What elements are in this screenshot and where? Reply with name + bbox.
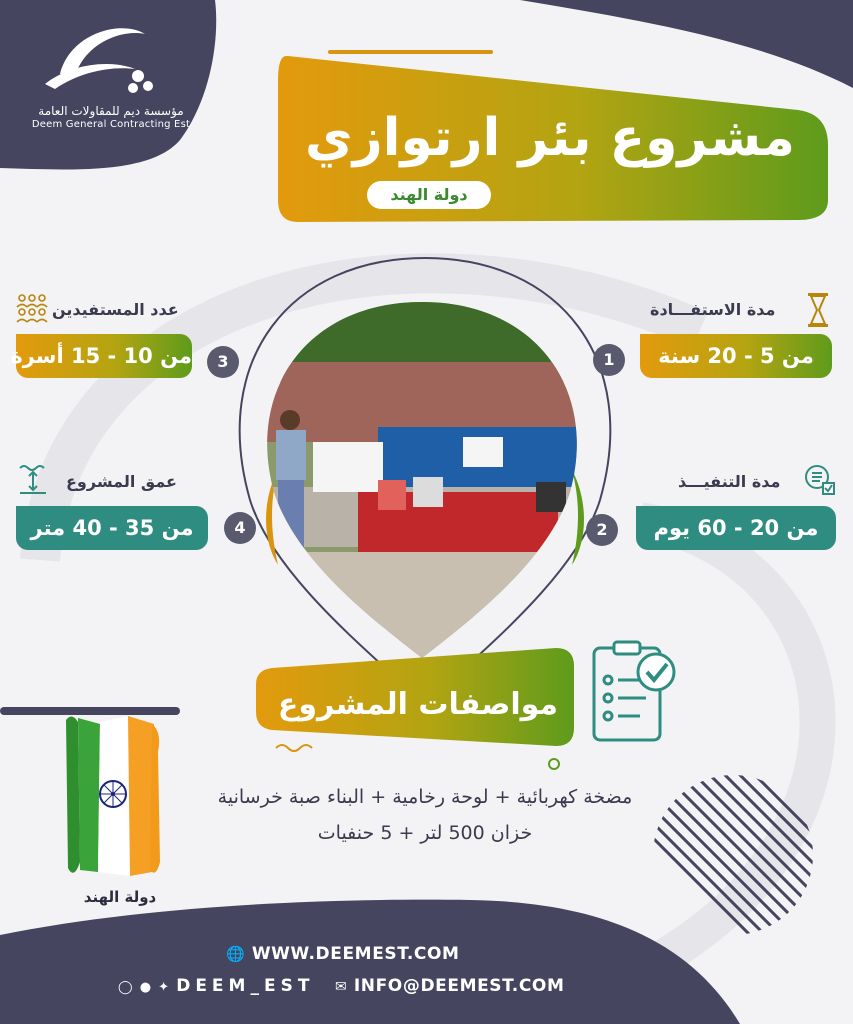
company-logo (40, 14, 160, 104)
stat-beneficiaries-label: عدد المستفيدين (52, 300, 179, 319)
flag-country-label: دولة الهند (83, 888, 157, 906)
stat-number-2: 2 (586, 514, 618, 546)
globe-icon: 🌐 (226, 945, 246, 963)
specs-line-1: مضخة كهربائية + لوحة رخامية + البناء صبة خرسانية (217, 786, 633, 808)
website-link[interactable]: WWW.DEEMEST.COM (251, 944, 460, 964)
twitter-icon[interactable]: ✦ (158, 980, 170, 995)
stat-number-4: 4 (224, 512, 256, 544)
instagram-icon[interactable]: ◯ (118, 980, 134, 995)
checklist-clipboard-icon (590, 640, 680, 744)
stat-benefit-duration-value: من 5 - 20 سنة (640, 334, 832, 378)
hourglass-icon (806, 292, 830, 328)
people-group-icon (16, 292, 48, 324)
stat-execution-duration-label: مدة التنفيـــذ (678, 472, 781, 491)
specs-heading: مواصفات المشروع (277, 687, 558, 722)
footer-contact-row (118, 976, 564, 996)
project-photo (258, 302, 586, 658)
stat-number-3: 3 (207, 346, 239, 378)
schedule-list-icon (804, 464, 836, 496)
mail-icon: ✉ (334, 979, 348, 995)
stat-benefit-duration-label: مدة الاستفـــادة (650, 300, 776, 319)
specs-line-2: خزان 500 لتر + 5 حنفيات (317, 822, 533, 844)
project-country-badge: دولة الهند (367, 181, 491, 209)
brand-name-english: Deem General Contracting Est (31, 119, 191, 130)
brand-name-arabic: مؤسسة ديم للمقاولات العامة (38, 104, 184, 118)
depth-measure-icon (18, 462, 48, 496)
stat-depth-label: عمق المشروع (66, 472, 177, 491)
project-title: مشروع بئر ارتوازي (305, 108, 795, 168)
india-flag-icon (62, 712, 166, 882)
snapchat-icon[interactable]: ● (139, 980, 152, 995)
social-handle[interactable]: DEEM_EST (176, 976, 315, 996)
footer-website-row (226, 944, 460, 964)
email-link[interactable]: INFO@DEEMEST.COM (353, 976, 565, 996)
stat-number-1: 1 (593, 344, 625, 376)
stat-beneficiaries-value: من 10 - 15 أسرة (16, 334, 192, 378)
stat-execution-duration-value: من 20 - 60 يوم (636, 506, 836, 550)
stat-depth-value: من 35 - 40 متر (16, 506, 208, 550)
